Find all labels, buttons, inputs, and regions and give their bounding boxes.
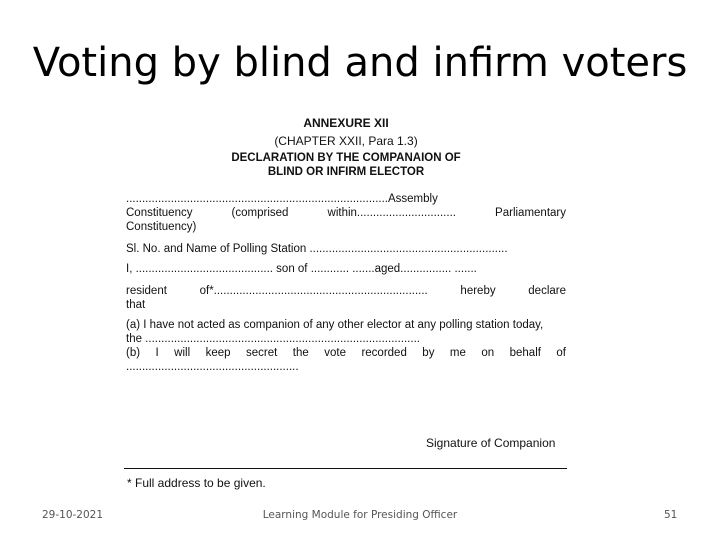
- clause-b-line: (b) I will keep secret the vote recorded by me on behalf of: [126, 347, 566, 359]
- elector-name-line: I, ........................................... son of ............ .......aged................ .......: [126, 263, 477, 275]
- footer-date: 29-10-2021: [42, 509, 104, 521]
- footer-title: Learning Module for Presiding Officer: [262, 509, 458, 521]
- declaration-heading-line1: DECLARATION BY THE COMPANAION OF: [231, 152, 461, 164]
- footnote: * Full address to be given.: [127, 476, 266, 490]
- declaration-heading: [126, 151, 566, 179]
- declaration-form: [126, 116, 566, 374]
- clause-a-line: (a) I have not acted as companion of any other elector at any polling station today,: [126, 319, 544, 331]
- form-body: [126, 192, 566, 374]
- constituency-line: Constituency (comprised within............................... Parliamentary: [126, 207, 566, 219]
- divider-rule: [124, 468, 567, 469]
- polling-station-line: Sl. No. and Name of Polling Station ..............................................................: [126, 243, 508, 255]
- slide-title: Voting by blind and infirm voters: [32, 40, 688, 86]
- clause-b-line-end: ......................................................: [126, 361, 299, 373]
- footer-page-number: 51: [664, 509, 678, 521]
- declaration-heading-line2: BLIND OR INFIRM ELECTOR: [267, 166, 425, 178]
- signature-label: Signature of Companion: [426, 436, 556, 450]
- residence-line-end: that: [126, 299, 146, 311]
- residence-line: resident of*................................................................... hereby declare: [126, 285, 566, 297]
- assembly-line: ..................................................................................Assembly: [126, 193, 438, 205]
- chapter-reference: (CHAPTER XXII, Para 1.3): [274, 134, 418, 148]
- constituency-line-end: Constituency): [126, 221, 197, 233]
- clause-a-line-end: the ......................................................................................: [126, 333, 420, 345]
- annexure-heading: ANNEXURE XII: [303, 116, 389, 130]
